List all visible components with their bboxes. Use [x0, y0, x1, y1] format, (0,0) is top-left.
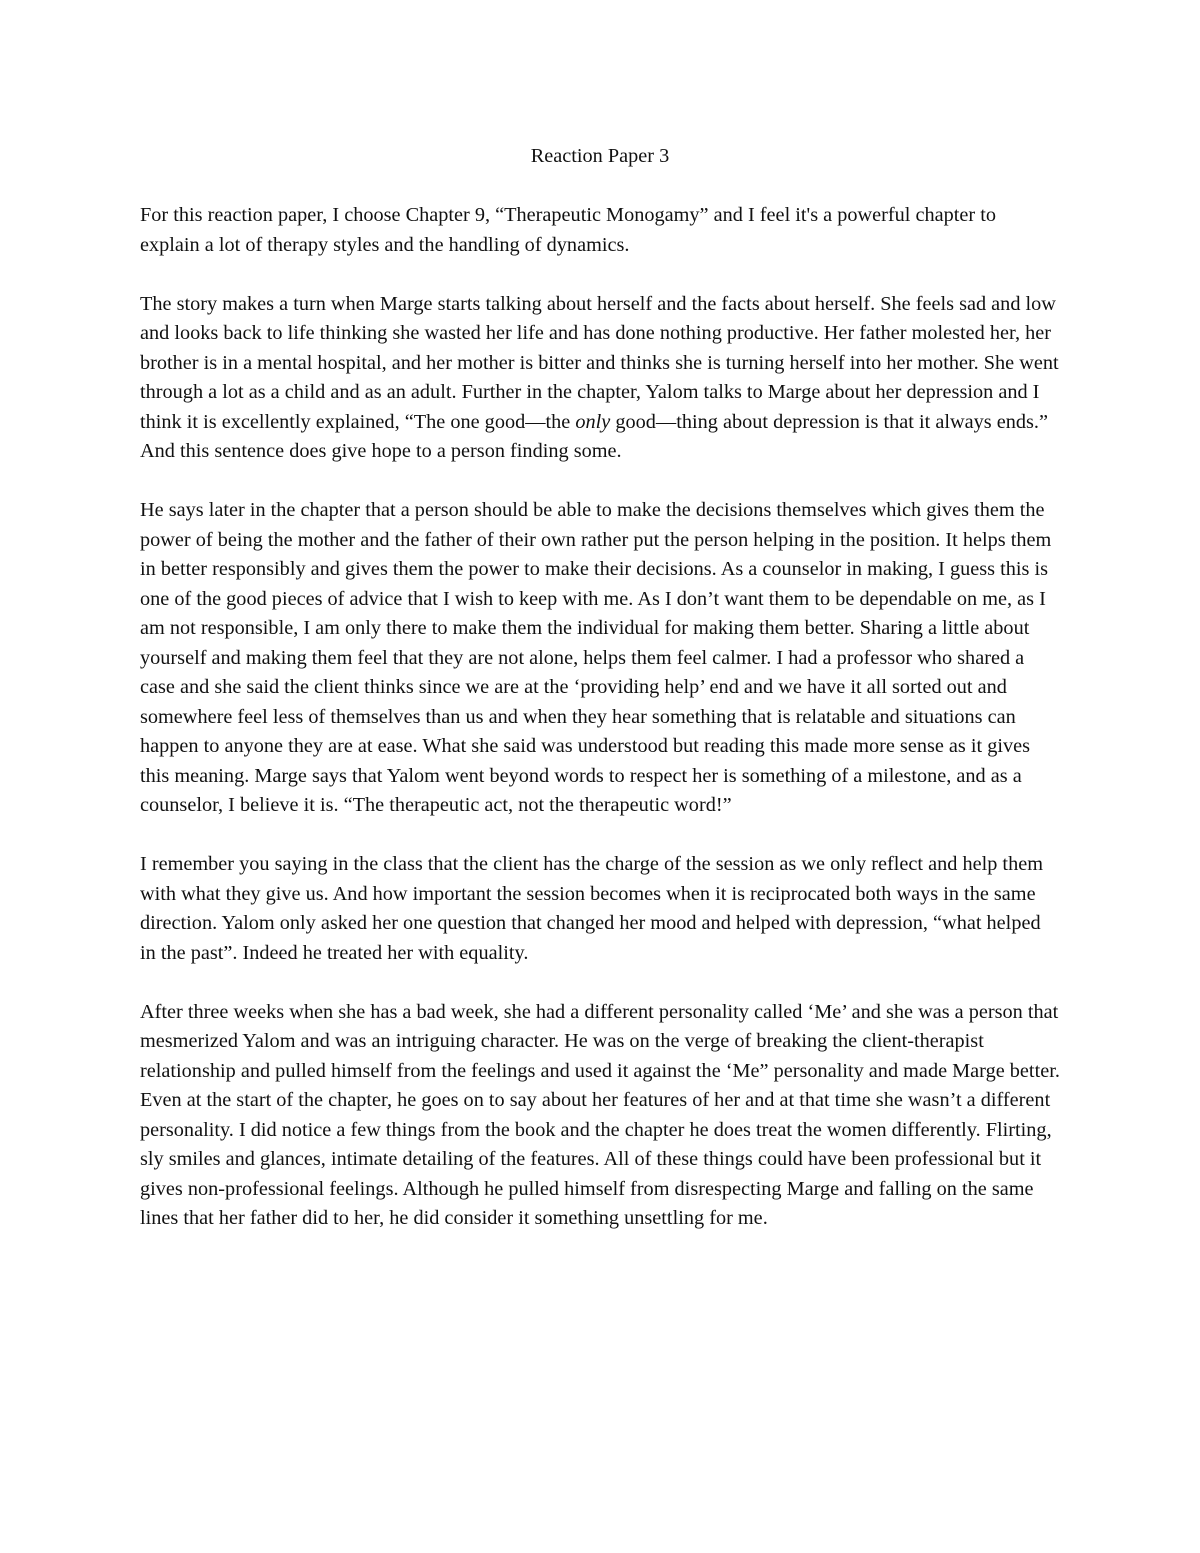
paragraph-decisions: He says later in the chapter that a person should be able to make the decisions themselves which gives them the power of being the mother and the father of their own rather put the person helping in the position. It helps them in better responsibly and gives them the power to make their decisions. As a counselor in making, I guess this is one of the good pieces of advice that I wish to keep with me. As I don’t want them to be dependable on me, as I am not responsible, I am only there to make them the individual for making them better. Sharing a little about yourself and making them feel that they are not alone, helps them feel calmer. I had a professor who shared a case and she said the client thinks since we are at the ‘providing help’ end and we have it all sorted out and somewhere feel less of themselves than us and when they hear something that is relatable and situations can happen to anyone they are at ease. What she said was understood but reading this made more sense as it gives this meaning. Marge says that Yalom went beyond words to respect her is something of a milestone, and as a counselor, I believe it is. “The therapeutic act, not the therapeutic word!” [140, 499, 1052, 816]
paragraph-marge-story [140, 290, 1060, 467]
italic-emphasis: only [575, 410, 611, 433]
paragraph-class-reflection: I remember you saying in the class that the client has the charge of the session as we only reflect and help them with what they give us. And how important the session becomes when it is reciprocated both ways in the same direction. Yalom only asked her one question that changed her mood and helped with depression, “what helped in the past”. Indeed he treated her with equality. [140, 853, 1043, 964]
paragraph-text: good—thing about depression is that it always ends.” And this sentence does give hope to a person finding some. [140, 410, 1048, 462]
paragraph-text: The story makes a turn when Marge starts talking about herself and the facts about herself. She feels sad and low and looks back to life thinking she wasted her life and has done nothing productive. Her father molested her, her brother is in a mental hospital, and her mother is bitter and thinks she is turning herself into her mother. She went through a lot as a child and as an adult. Further in the chapter, Yalom talks to Marge about her depression and I think it is excellently explained, “The one good—the [140, 292, 1059, 433]
document-title: Reaction Paper 3 [530, 145, 670, 167]
paragraph-me-personality: After three weeks when she has a bad week, she had a different personality called ‘Me’ and she was a person that mesmerized Yalom and was an intriguing character. He was on the verge of breaking the client-therapist relationship and pulled himself from the feelings and used it against the ‘Me” personality and made Marge better. Even at the start of the chapter, he goes on to say about her features of her and at that time she wasn’t a different personality. I did notice a few things from the book and the chapter he does treat the women differently. Flirting, sly smiles and glances, intimate detailing of the features. All of these things could have been professional but it gives non-professional feelings. Although he pulled himself from disrespecting Marge and falling on the same lines that her father did to her, he did consider it something unsettling for me. [140, 1000, 1060, 1229]
document-body [140, 142, 1060, 1234]
paragraph-intro: For this reaction paper, I choose Chapter 9, “Therapeutic Monogamy” and I feel it's a powerful chapter to explain a lot of therapy styles and the handling of dynamics. [140, 204, 997, 256]
